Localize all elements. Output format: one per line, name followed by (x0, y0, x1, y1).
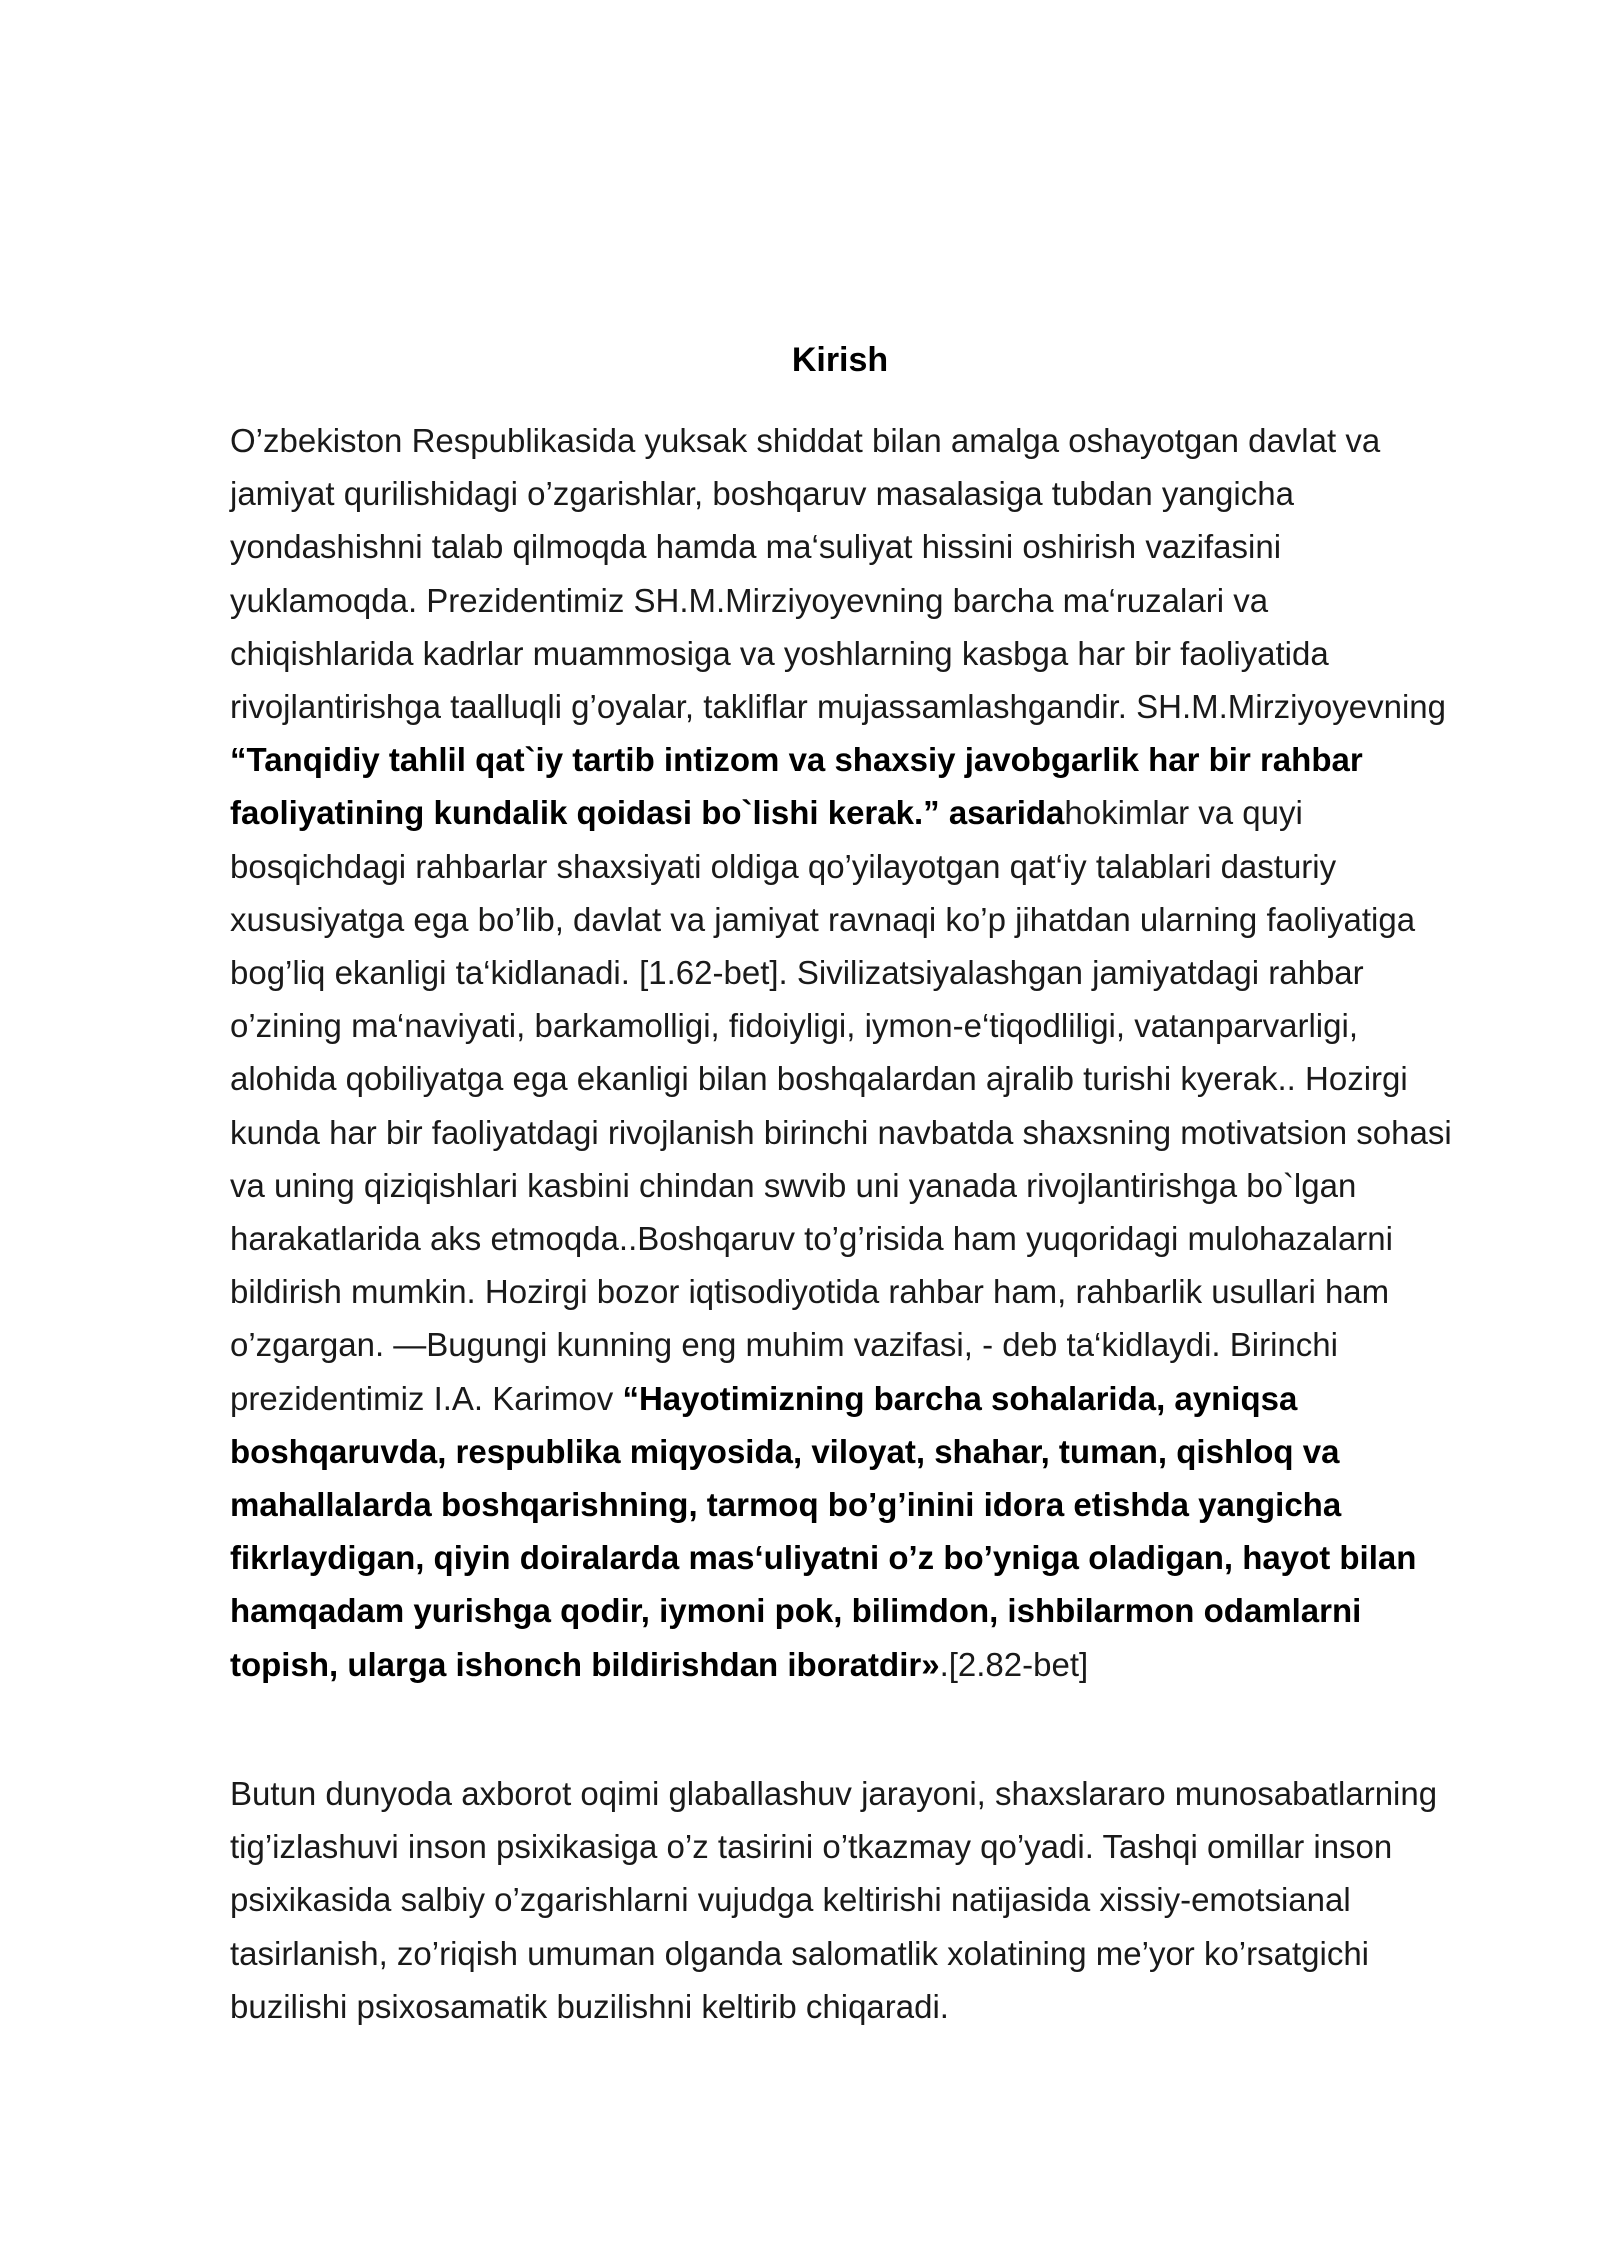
paragraph-text: O’zbekiston Respublikasida yuksak shiddat bilan amalga oshayotgan davlat va jamiyat qurilishidagi o’zgarishlar, boshqaruv masalasiga tubdan yangicha yondashishni talab qilmoqda hamda ma‘suliyat hissini oshirish vazifasini yuklamoqda. Prezidentimiz SH.M.Mirziyoyevning barcha ma‘ruzalari va chiqishlarida kadrlar muammosiga va yoshlarning kasbga har bir faoliyatida rivojlantirishga taalluqli g’oyalar, takliflar mujassamlashgandir. SH.M.Mirziyoyevning (230, 422, 1447, 726)
bold-quote: “Hayotimizning barcha sohalarida, ayniqsa boshqaruvda, respublika miqyosida, viloyat, shahar, tuman, qishloq va mahallalarda boshqarishning, tarmoq bo’g’inini idora etishda yangicha fikrlaydigan, qiyin doiralarda mas‘uliyatni o’z bo’yniga oladigan, hayot bilan hamqadam yurishga qodir, iymoni pok, bilimdon, ishbilarmon odamlarni topish, ularga ishonch bildirishdan iboratdir» (230, 1379, 1417, 1683)
bold-quote-title: “Tanqidiy tahlil qat`iy tartib intizom va shaxsiy javobgarlik har bir rahbar faoliyatining kundalik qoidasi bo`lishi kerak.” asarida (230, 741, 1363, 832)
intro-paragraph (230, 414, 1460, 1691)
document-heading: Kirish (791, 341, 889, 379)
second-paragraph: Butun dunyoda axborot oqimi glaballashuv jarayoni, shaxslararo munosabatlarning tig’izlashuvi inson psixikasiga o’z tasirini o’tkazmay qo’yadi. Tashqi omillar inson psixikasida salbiy o’zgarishlarni vujudga keltirishi natijasida xissiy-emotsianal tasirlanish, zo’riqish umuman olganda salomatlik xolatining me’yor ko’rsatgichi buzilishi psixosamatik buzilishni keltirib chiqaradi. (230, 1775, 1438, 2025)
citation: .[2.82-bet] (939, 1645, 1089, 1683)
paragraph-text: hokimlar va quyi bosqichdagi rahbarlar shaxsiyati oldiga qo’yilayotgan qat‘iy talablari dasturiy xususiyatga ega bo’lib, davlat va jamiyat ravnaqi ko’p jihatdan ularning faoliyatiga bog’liq ekanligi ta‘kidlanadi. [1.62-bet]. Sivilizatsiyalashgan jamiyatdagi rahbar o’zining ma‘naviyati, barkamolligi, fidoiyligi, iymon-e‘tiqodliligi, vatanparvarligi, alohida qobiliyatga ega ekanligi bilan boshqalardan ajralib turishi kyerak.. Hozirgi kunda har bir faoliyatdagi rivojlanish birinchi navbatda shaxsning motivatsion sohasi va uning qiziqishlari kasbini chindan swvib uni yanada rivojlantirishga bo`lgan harakatlarida aks etmoqda..Boshqaruv to’g’risida ham yuqoridagi mulohazalarni bildirish mumkin. Hozirgi bozor iqtisodiyotida rahbar ham, rahbarlik usullari ham o’zgargan. ―Bugungi kunning eng muhim vazifasi, - deb ta‘kidlaydi. Birinchi prezidentimiz I.A. Karimov (230, 794, 1452, 1417)
